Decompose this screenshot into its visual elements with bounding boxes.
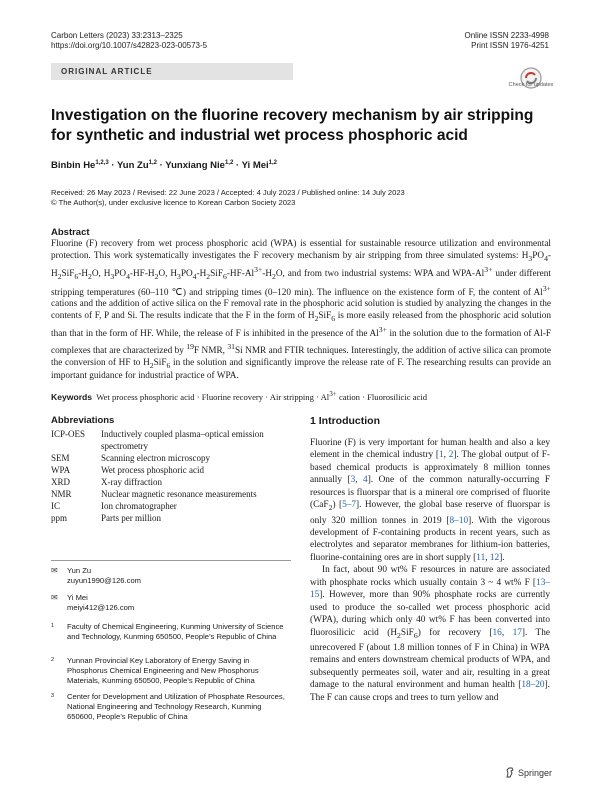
abbreviations-list — [51, 428, 301, 524]
abstract-text: Fluorine (F) recovery from wet process phosphoric acid (WPA) is essential for sustainable resource utilization and environmental protection. This work systematically investigates the F recovery mechanism by air stripping from three simulated systems: $H_3PO_4-H_2SiF_6-H_2O$, $H_3PO_4-HF-H_2O$, $H_3PO_4-H_2SiF_6-HF-Al^{3+}-H_2O$, and from two industrial systems: WPA and WPA-$Al^{3+}$ under different stripping temperatures (60–110 ℃) and stripping times (0–120 min). The influence on the existence form of F, the content of $Al^{3+}$ cations and the addition of active silica on the F removal rate in the phosphoric acid solution is studied by analyzing the changes in the contents of F, P and Si. The results indicate that the F in the form of $H_2SiF_6$ is more easily released from the phosphoric acid solution than that in the form of HF. While, the release of F is inhibited in the presence of the $Al^{3+}$ in the solution due to the formation of Al-F complexes that are characterized by $^{19}$F NMR, $^{31}$Si NMR and FTIR techniques. Interestingly, the addition of active silica can promote the conversion of HF to $H_2SiF_6$ in the solution and significantly improve the release rate of F. The researching results can provide an important guidance for industrial practice of WPA. — [51, 239, 551, 382]
publisher-logo — [505, 767, 552, 778]
author-affiliation-mark: 1,2 — [224, 160, 234, 166]
author-affiliation-mark: 1,2,3 — [95, 160, 109, 166]
abbreviation-value: Inductively coupled plasma–optical emission spectrometry — [101, 429, 264, 451]
abbreviation-key: NMR — [51, 489, 72, 499]
author-name: Yun Zu — [116, 160, 149, 172]
abbreviation-key: IC — [51, 501, 60, 511]
online-issn: Online ISSN 2233-4998 — [464, 31, 549, 40]
journal-citation: Carbon Letters (2023) 33:2313–2325 — [51, 31, 183, 40]
section-heading-introduction: 1 Introduction — [310, 415, 380, 427]
abbreviation-key: SEM — [51, 453, 70, 463]
abbreviation-key: ICP-OES — [51, 429, 86, 439]
abbreviation-row — [51, 488, 301, 500]
corresponding-author-email[interactable]: meiyi412@126.com — [67, 603, 135, 612]
envelope-icon: ✉ — [51, 566, 58, 575]
correspondence-entry — [51, 593, 291, 613]
check-for-updates-label[interactable]: Check for updates — [508, 82, 554, 88]
body-paragraph: In fact, about 90 wt% F resources in nature are associated with phosphate rocks which usually contain 3 ~ 4 wt% F [13–15]. However, more than 90% phosphate rocks are currently used to produce the so-called wet process phosphoric acid (WPA), during which only 40 wt% F has been converted into fluorosilicic acid $(H_2SiF_6)$ for recovery [16, 17]. The unrecovered F (about 1.8 million tonnes of F in China) in WPA remains and enters downstream chemical products of WPA, and subsequently permeates soil, water and air, resulting in a great damage to the natural environment and human health [18–20]. The F can cause crops and trees to turn yellow and — [310, 565, 550, 703]
abbreviation-value: Parts per million — [101, 513, 161, 523]
abbreviation-row — [51, 500, 301, 512]
running-header-right — [465, 31, 550, 51]
abbreviation-key: ppm — [51, 513, 68, 523]
introduction-body — [310, 437, 550, 704]
abbreviation-row — [51, 476, 301, 488]
abbreviation-value: X-ray diffraction — [101, 477, 163, 487]
springer-horse-icon — [505, 767, 515, 778]
affiliation — [51, 656, 291, 686]
body-paragraph: Fluorine (F) is very important for human health and also a key element in the chemical industry [1, 2]. The global output of F-based chemical products is approximately 8 million tonnes annually [3, 4]. One of the common naturally-occurring F resources is fluorspar that is a mineral ore comprised of fluorite (CaF$_2$) [5–7]. However, the global base reserve of fluorspar is only 320 million tonnes in 2019 [8–10]. With the vigorous development of F-containing products in recent years, such as electrolytes and separator membranes for lithium-ion batteries, fluorine-containing ores are in short supply [11, 12]. — [310, 438, 551, 563]
abbreviation-row — [51, 512, 301, 524]
author-name: Yi Mei — [241, 160, 269, 172]
keywords: Keywords Wet process phosphoric acid · Fluorine recovery · Air stripping · $Al^{3+}$ cation · Fluorosilicic acid — [51, 390, 428, 402]
article-title: Investigation on the fluorine recovery mechanism by air stripping for synthetic and industrial wet process phosphoric acid — [51, 107, 534, 144]
affiliation-text: Faculty of Chemical Engineering, Kunming University of Science and Technology, Kunming 650500, People’s Republic of China — [67, 622, 284, 641]
corresponding-author-email[interactable]: zuyun1990@126.com — [67, 576, 141, 585]
author-name: Yunxiang Nie — [165, 160, 225, 172]
affiliation — [51, 622, 291, 642]
abbreviation-value: Wet process phosphoric acid — [101, 465, 204, 475]
affiliation-number: 1 — [51, 623, 55, 629]
author-affiliation-mark: 1,2 — [148, 160, 157, 166]
abbreviation-row — [51, 428, 301, 452]
abbreviation-row — [51, 452, 301, 464]
abbreviation-value: Ion chromatographer — [101, 501, 177, 511]
affiliation-text: Center for Development and Utilization of Phosphate Resources, National Engineering and Technology Research, Kunming 650600, People’s Republic of China — [67, 692, 285, 721]
abbreviation-value: Nuclear magnetic resonance measurements — [101, 489, 257, 499]
abbreviation-key: XRD — [51, 477, 71, 487]
copyright-line: © The Author(s), under exclusive licence to Korean Carbon Society 2023 — [51, 198, 296, 207]
publication-dates — [51, 188, 551, 208]
abbreviation-value: Scanning electron microscopy — [101, 453, 210, 463]
footnote-divider — [51, 560, 291, 561]
running-header-left — [51, 31, 207, 51]
author-affiliation-mark: 1,2 — [268, 160, 278, 166]
envelope-icon: ✉ — [51, 593, 58, 602]
abbreviation-row — [51, 464, 301, 476]
abbreviation-key: WPA — [51, 465, 71, 475]
history-dates: Received: 26 May 2023 / Revised: 22 June 2023 / Accepted: 4 July 2023 / Published online: 14 July 2023 — [51, 188, 405, 197]
doi-link[interactable]: https://doi.org/10.1007/s42823-023-00573-5 — [51, 41, 208, 50]
corresponding-author-name: Yun Zu — [67, 566, 92, 575]
affiliation-number: 3 — [51, 693, 55, 699]
author-name: Binbin He — [51, 160, 96, 172]
affiliation — [51, 692, 291, 722]
correspondence-entry — [51, 566, 291, 586]
keywords-label: Keywords — [51, 391, 93, 402]
affiliation-number: 2 — [51, 657, 55, 663]
corresponding-author-name: Yi Mei — [67, 593, 88, 602]
print-issn: Print ISSN 1976-4251 — [471, 41, 549, 50]
article-type-banner: ORIGINAL ARTICLE — [51, 63, 293, 80]
abstract-heading: Abstract — [51, 227, 90, 238]
author-list: Binbin He$^{1,2,3}$ · Yun Zu$^{1,2}$ · Yunxiang Nie$^{1,2}$ · Yi Mei$^{1,2}$ — [51, 160, 278, 172]
publisher-name: Springer — [518, 767, 553, 778]
affiliation-text: Yunnan Provincial Key Laboratory of Energy Saving in Phosphorus Chemical Engineering and New Phosphorus Materials, Kunming 650500, People’s Republic of China — [67, 656, 259, 685]
abbreviations-heading: Abbreviations — [51, 415, 115, 426]
